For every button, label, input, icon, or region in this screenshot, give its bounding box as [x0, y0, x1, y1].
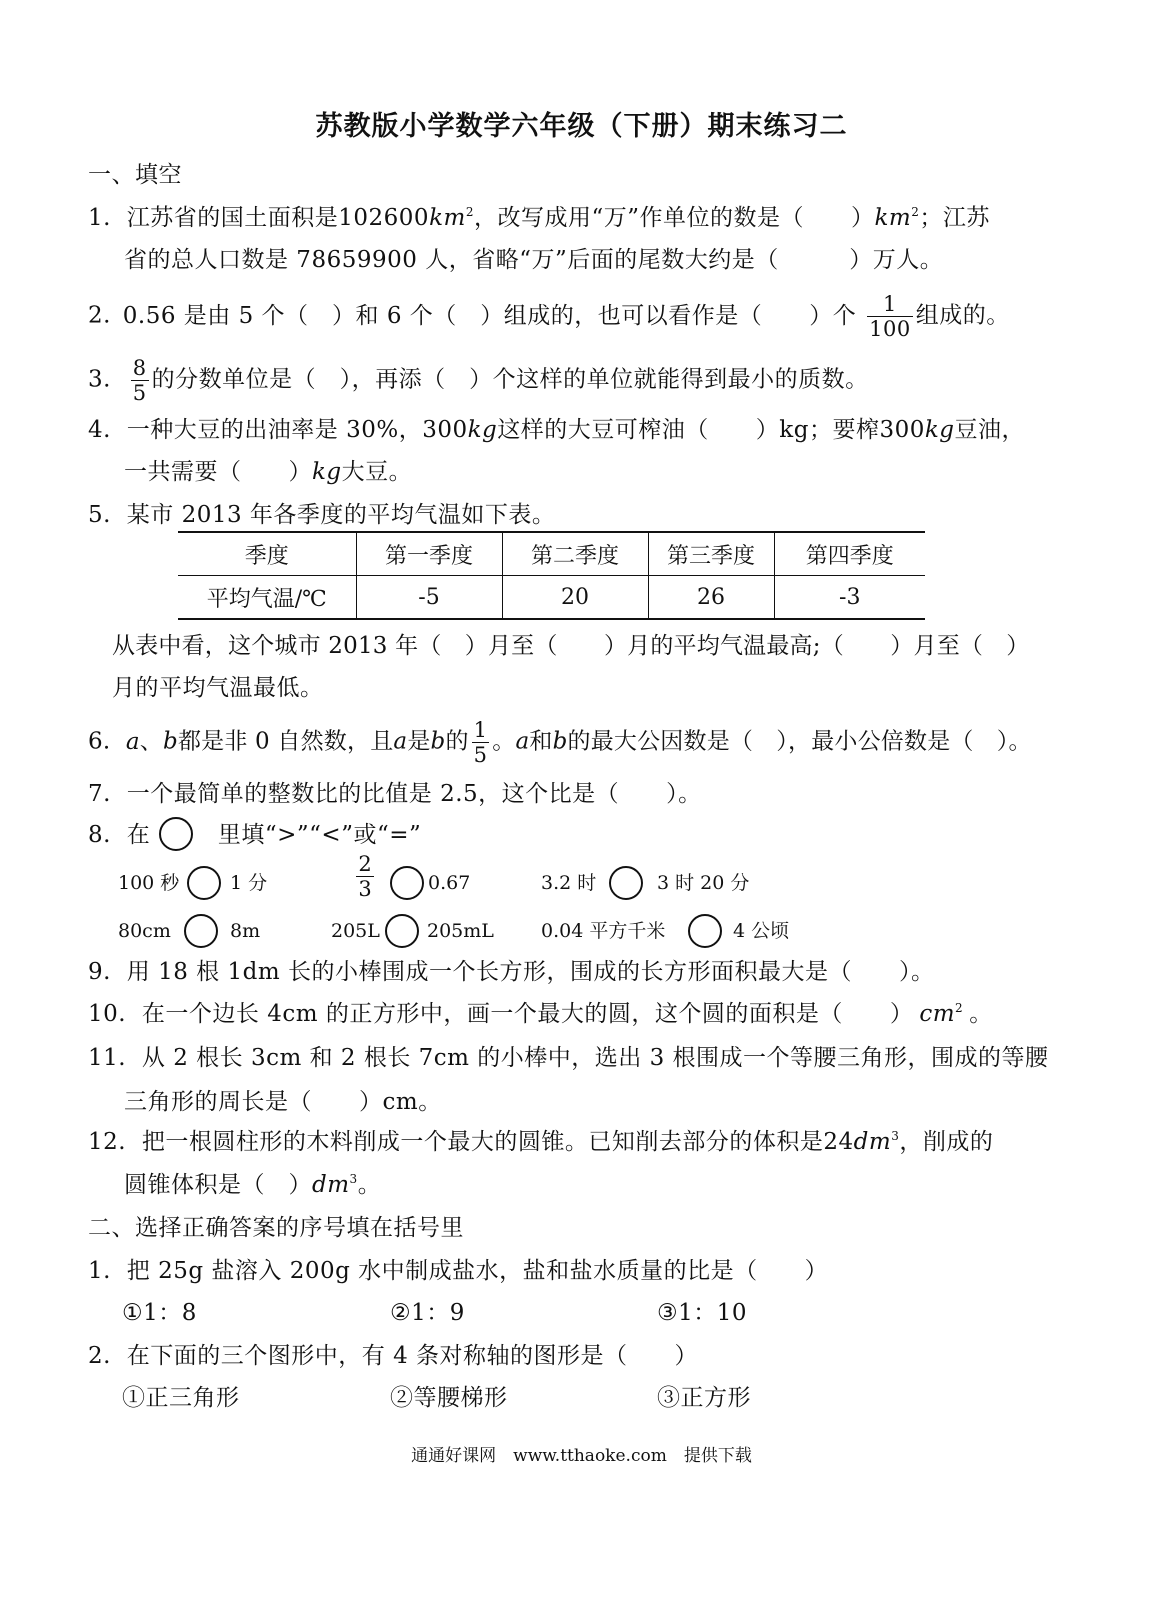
- q4-text-e: 大豆。: [341, 459, 413, 485]
- unit-kg: kg: [312, 459, 342, 485]
- compare-left: 205L: [331, 920, 380, 942]
- fraction-1-100: [867, 292, 913, 341]
- q3-text: 的分数单位是（ ），再添（ ）个这样的单位就能得到最小的质数。: [151, 366, 869, 393]
- question-3: [88, 356, 869, 405]
- question-11-line-2: 三角形的周长是（ ）cm。: [124, 1089, 442, 1115]
- question-number: 1.: [88, 205, 111, 231]
- q5-text: 某市 2013 年各季度的平均气温如下表。: [126, 502, 556, 528]
- question-4-line-1: [88, 415, 1025, 445]
- q6-text-f: 的最大公因数是（ ），最小公倍数是（ ）。: [567, 728, 1032, 755]
- question-number: 2.: [88, 302, 111, 329]
- fraction-2-3-inner: [356, 852, 373, 901]
- q1-text-b: ，改写成用“万”作单位的数是（ ）: [473, 205, 875, 231]
- question-number: 11.: [88, 1045, 127, 1071]
- comparison-circle[interactable]: [609, 866, 643, 900]
- q12-text-a: 把一根圆柱形的木料削成一个最大的圆锥。已知削去部分的体积是: [141, 1129, 824, 1155]
- comparison-circle[interactable]: [385, 914, 419, 948]
- comparison-circle[interactable]: [390, 866, 424, 900]
- footer-credit: 通通好课网 www.tthaoke.com 提供下载: [411, 1446, 752, 1466]
- var-b: b: [552, 728, 568, 755]
- compare-right: 3 时 20 分: [657, 872, 750, 894]
- table-cell: -5: [356, 576, 502, 620]
- section-heading-fill: 一、填空: [88, 162, 182, 188]
- question-number: 9.: [88, 959, 111, 985]
- choice-option[interactable]: ③正方形: [657, 1385, 751, 1411]
- numerator: 8: [132, 356, 147, 380]
- table-header-cell: 第二季度: [502, 532, 648, 576]
- var-a: a: [125, 728, 140, 755]
- q12-end: 。: [357, 1172, 382, 1198]
- choice-option[interactable]: ①正三角形: [122, 1385, 240, 1411]
- question-6: [88, 718, 1032, 767]
- compare-right: 1 分: [230, 872, 268, 894]
- comparison-circle[interactable]: [184, 914, 218, 948]
- compare-right: 4 公顷: [733, 920, 790, 942]
- question-10: [88, 999, 993, 1029]
- unit-exponent: 3: [349, 1172, 358, 1186]
- compare-left: 0.04 平方千米: [541, 920, 666, 942]
- q4-text-d: 一共需要（ ）: [124, 459, 312, 485]
- choice-question-2: [88, 1341, 698, 1371]
- compare-left: 3.2 时: [541, 872, 597, 894]
- unit-exponent: 2: [465, 205, 474, 219]
- compare-right: 8m: [230, 920, 261, 942]
- q12-volume: 24: [823, 1129, 854, 1155]
- fraction-1-5: [472, 718, 490, 767]
- question-4-line-2: [124, 457, 412, 487]
- q1-text-a: 江苏省的国土面积是102600: [126, 205, 430, 231]
- question-number: 10.: [88, 1001, 127, 1027]
- fraction-8-5: [131, 356, 149, 405]
- table-cell: 26: [648, 576, 774, 620]
- q4-text-a: 一种大豆的出油率是 30%，300: [126, 417, 468, 443]
- temperature-table: [178, 531, 925, 620]
- table-header-row: [178, 532, 925, 576]
- choice-option[interactable]: ②等腰梯形: [390, 1385, 508, 1411]
- q6-text-e: 和: [529, 728, 553, 755]
- var-b: b: [430, 728, 446, 755]
- q8-text-a: 在: [126, 822, 151, 848]
- question-9: [88, 957, 934, 987]
- table-header-cell: 第三季度: [648, 532, 774, 576]
- q10-end: 。: [969, 1001, 993, 1027]
- unit-kg: kg: [467, 417, 498, 443]
- denominator: 100: [869, 317, 911, 341]
- choice-option[interactable]: ②1：9: [390, 1300, 465, 1326]
- question-number: 8.: [88, 822, 111, 848]
- section-heading-choice: 二、选择正确答案的序号填在括号里: [88, 1215, 464, 1241]
- table-header-cell: 第一季度: [356, 532, 502, 576]
- compare-right: 0.67: [428, 872, 471, 894]
- question-number: 1.: [88, 1258, 111, 1284]
- question-5-answer-line-2: 月的平均气温最低。: [112, 675, 324, 701]
- table-cell: 平均气温/℃: [178, 576, 356, 620]
- question-2: [88, 292, 1010, 341]
- table-cell: -3: [774, 576, 925, 620]
- table-header-cell: 第四季度: [774, 532, 925, 576]
- question-number: 7.: [88, 781, 111, 807]
- comparison-circle[interactable]: [688, 914, 722, 948]
- denominator: 5: [473, 743, 488, 767]
- question-7: [88, 779, 702, 809]
- q12-text-c: 圆锥体积是（ ）: [124, 1172, 312, 1198]
- numerator: 2: [358, 852, 372, 876]
- unit-exponent: 3: [891, 1129, 900, 1143]
- question-12-line-2: [124, 1170, 381, 1200]
- table-row: [178, 576, 925, 620]
- question-1-line-1: [88, 203, 990, 233]
- denominator: 5: [132, 381, 147, 405]
- question-12-line-1: [88, 1127, 993, 1157]
- q2-text: 0.56 是由 5 个（ ）和 6 个（ ）组成的，也可以看作是（ ）个: [122, 302, 857, 329]
- comparison-circle: [159, 817, 193, 851]
- var-a: a: [515, 728, 530, 755]
- q6-text-d: 。: [492, 728, 516, 755]
- numerator: 1: [473, 718, 488, 742]
- compare-right: 205mL: [427, 920, 494, 942]
- unit-cm: cm: [919, 1001, 956, 1027]
- unit-kg: kg: [924, 417, 955, 443]
- question-8: [88, 820, 421, 850]
- var-a: a: [393, 728, 408, 755]
- question-number: 3.: [88, 366, 111, 393]
- q11-text-a: 从 2 根长 3cm 和 2 根长 7cm 的小棒中，选出 3 根围成一个等腰三角形，围成的等腰: [141, 1045, 1049, 1071]
- q9-text: 用 18 根 1dm 长的小棒围成一个长方形，围成的长方形面积最大是（ ）。: [126, 959, 935, 985]
- page-title: 苏教版小学数学六年级（下册）期末练习二: [315, 111, 848, 142]
- comparison-circle[interactable]: [187, 866, 221, 900]
- compare-left: 80cm: [118, 920, 171, 942]
- question-number: 12.: [88, 1129, 127, 1155]
- table-header-cell: 季度: [178, 532, 356, 576]
- choice-q2-text: 在下面的三个图形中，有 4 条对称轴的图形是（ ）: [126, 1343, 699, 1369]
- q7-text: 一个最简单的整数比的比值是 2.5，这个比是（ ）。: [126, 781, 702, 807]
- q2-end: 组成的。: [915, 302, 1010, 329]
- fraction-2-3: [352, 852, 378, 901]
- choice-option[interactable]: ③1：10: [657, 1300, 748, 1326]
- question-11-line-1: [88, 1043, 1049, 1073]
- question-5-answer-line-1: 从表中看，这个城市 2013 年（ ）月至（ ）月的平均气温最高;（ ）月至（ ）: [112, 633, 1030, 659]
- unit-exponent: 2: [911, 205, 920, 219]
- choice-q1-text: 把 25g 盐溶入 200g 水中制成盐水，盐和盐水质量的比是（ ）: [126, 1258, 829, 1284]
- unit-dm: dm: [312, 1172, 350, 1198]
- choice-option[interactable]: ①1：8: [122, 1300, 197, 1326]
- question-1-line-2: 省的总人口数是 78659900 人，省略“万”后面的尾数大约是（ ）万人。: [124, 247, 944, 273]
- q6-sep: 、: [139, 728, 163, 755]
- q10-text: 在一个边长 4cm 的正方形中，画一个最大的圆，这个圆的面积是（ ）: [141, 1001, 914, 1027]
- question-5: [88, 500, 555, 530]
- unit-km: km: [874, 205, 912, 231]
- denominator: 3: [358, 877, 372, 901]
- numerator: 1: [867, 292, 913, 317]
- unit-exponent: 2: [955, 1001, 964, 1015]
- unit-km: km: [429, 205, 466, 231]
- unit-dm: dm: [853, 1129, 892, 1155]
- question-number: 4.: [88, 417, 111, 443]
- q1-text-c: ；江苏: [919, 205, 990, 231]
- q6-text-b: 是: [407, 728, 431, 755]
- q6-text-c: 的: [445, 728, 469, 755]
- q6-text-a: 都是非 0 自然数，且: [177, 728, 394, 755]
- q4-text-b: 这样的大豆可榨油（ ）kg；要榨300: [497, 417, 925, 443]
- question-number: 6.: [88, 728, 111, 755]
- question-number: 2.: [88, 1343, 111, 1369]
- choice-question-1: [88, 1256, 828, 1286]
- q4-text-c: 豆油，: [954, 417, 1026, 443]
- table-cell: 20: [502, 576, 648, 620]
- q8-text-b: 里填“>”“<”或“=”: [217, 822, 422, 848]
- q12-text-b: ，削成的: [899, 1129, 994, 1155]
- compare-left: 100 秒: [118, 872, 180, 894]
- question-number: 5.: [88, 502, 111, 528]
- var-b: b: [163, 728, 178, 755]
